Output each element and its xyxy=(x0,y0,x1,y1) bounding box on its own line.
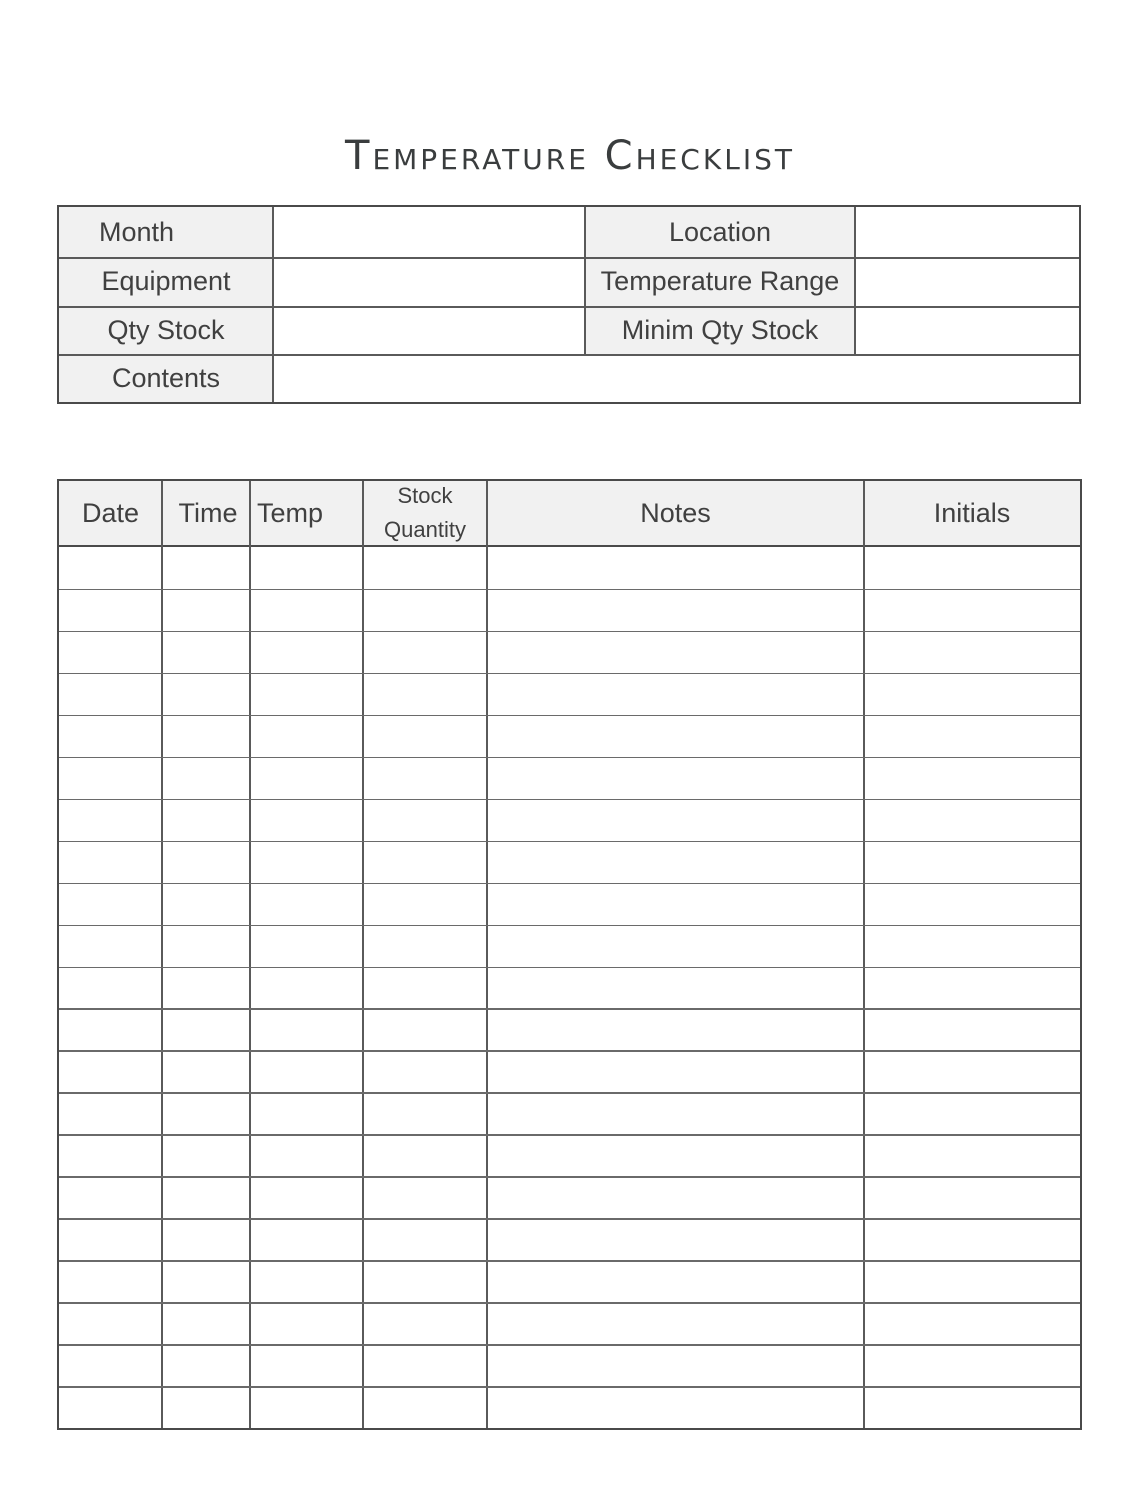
row-divider xyxy=(59,589,1080,591)
row-divider xyxy=(59,1134,1080,1136)
row-divider xyxy=(59,1344,1080,1346)
row-divider xyxy=(59,799,1080,801)
table-row[interactable] xyxy=(59,715,1080,757)
table-row[interactable] xyxy=(59,1092,1080,1134)
table-row[interactable] xyxy=(59,1344,1080,1386)
temperature-range-field[interactable] xyxy=(855,257,1079,306)
qty-stock-field[interactable] xyxy=(273,306,585,354)
row-divider xyxy=(59,1260,1080,1262)
page-title: Temperature Checklist xyxy=(345,133,795,179)
table-row[interactable] xyxy=(59,1134,1080,1176)
row-divider xyxy=(59,673,1080,675)
column-header-stock-line1: Stock xyxy=(397,483,453,508)
table-row[interactable] xyxy=(59,757,1080,799)
row-divider xyxy=(59,925,1080,927)
minim-qty-stock-label: Minim Qty Stock xyxy=(585,306,855,354)
table-row[interactable] xyxy=(59,883,1080,925)
row-divider xyxy=(59,1218,1080,1220)
column-header-date: Date xyxy=(81,497,140,528)
log-table-header xyxy=(59,481,1080,547)
table-row[interactable] xyxy=(59,841,1080,883)
info-divider xyxy=(59,354,1079,356)
row-divider xyxy=(59,1008,1080,1010)
row-divider xyxy=(59,1176,1080,1178)
row-divider xyxy=(59,715,1080,717)
info-divider xyxy=(59,257,1079,259)
table-row[interactable] xyxy=(59,1176,1080,1218)
info-table xyxy=(57,205,1081,404)
table-row[interactable] xyxy=(59,925,1080,967)
log-table xyxy=(57,479,1082,1430)
column-header-time: Time xyxy=(178,497,238,528)
table-row[interactable] xyxy=(59,799,1080,841)
row-divider xyxy=(59,757,1080,759)
table-row[interactable] xyxy=(59,1260,1080,1302)
table-row[interactable] xyxy=(59,1386,1080,1428)
month-field[interactable] xyxy=(273,207,585,257)
column-header-initials: Initials xyxy=(933,497,1011,528)
column-header-stock-quantity xyxy=(363,481,487,545)
column-header-notes: Notes xyxy=(640,497,711,528)
month-label: Month xyxy=(59,207,273,257)
table-row[interactable] xyxy=(59,967,1080,1009)
row-divider xyxy=(59,1302,1080,1304)
table-row[interactable] xyxy=(59,1050,1080,1092)
minim-qty-stock-field[interactable] xyxy=(855,306,1079,354)
info-divider xyxy=(272,207,274,402)
location-label: Location xyxy=(585,207,855,257)
row-divider xyxy=(59,1386,1080,1388)
row-divider xyxy=(59,1050,1080,1052)
contents-label: Contents xyxy=(59,354,273,402)
row-divider xyxy=(59,967,1080,969)
column-header-stock-line2: Quantity xyxy=(384,517,466,542)
equipment-field[interactable] xyxy=(273,257,585,306)
info-divider xyxy=(584,207,586,354)
equipment-label: Equipment xyxy=(59,257,273,306)
info-divider xyxy=(854,207,856,354)
row-divider xyxy=(59,841,1080,843)
table-row[interactable] xyxy=(59,631,1080,673)
column-header-temp: Temp xyxy=(257,497,324,528)
table-row[interactable] xyxy=(59,1302,1080,1344)
table-row[interactable] xyxy=(59,673,1080,715)
location-field[interactable] xyxy=(855,207,1079,257)
row-divider xyxy=(59,1092,1080,1094)
temperature-range-label: Temperature Range xyxy=(585,257,855,306)
table-row[interactable] xyxy=(59,1008,1080,1050)
contents-field[interactable] xyxy=(273,354,1079,402)
table-row[interactable] xyxy=(59,547,1080,589)
qty-stock-label: Qty Stock xyxy=(59,306,273,354)
row-divider xyxy=(59,883,1080,885)
table-row[interactable] xyxy=(59,1218,1080,1260)
row-divider xyxy=(59,631,1080,633)
table-row[interactable] xyxy=(59,589,1080,631)
info-divider xyxy=(59,306,1079,308)
